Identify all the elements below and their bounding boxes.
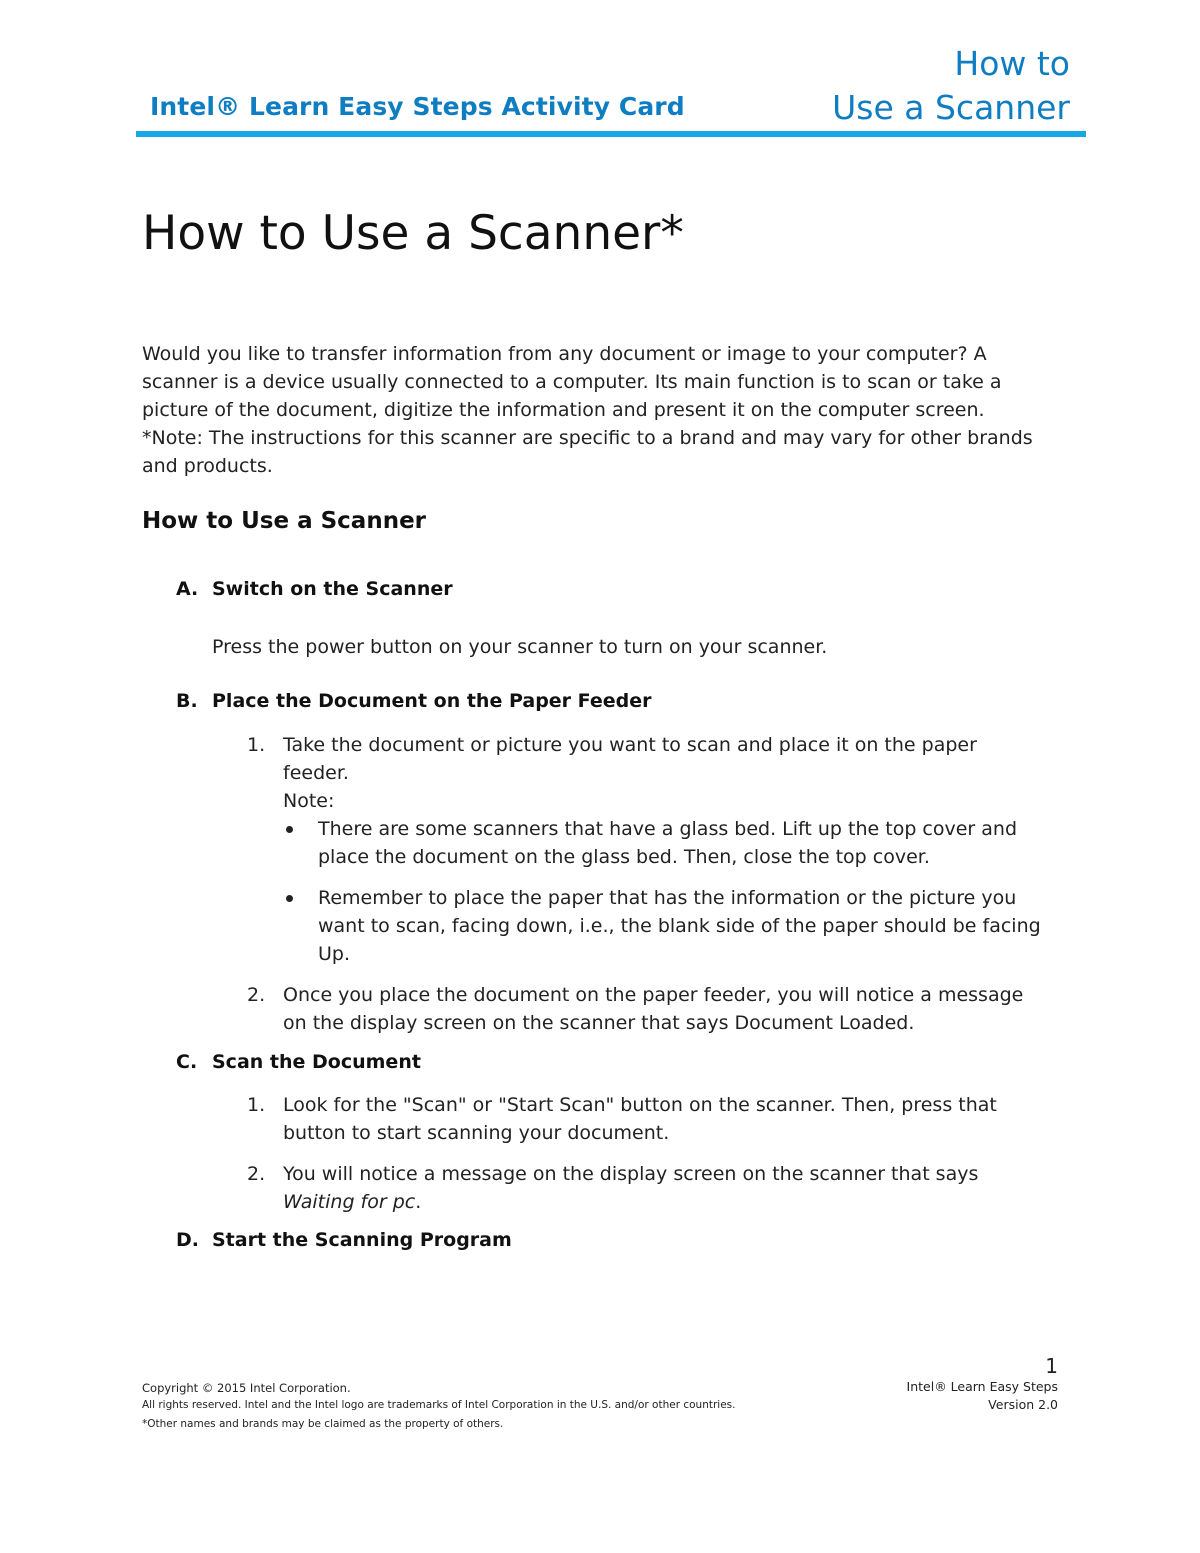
step-b-bullet-1 bbox=[318, 815, 1017, 871]
intro-line: *Note: The instructions for this scanner are specific to a brand and may vary for other brands bbox=[142, 427, 1033, 449]
list-number: 1. bbox=[247, 734, 266, 756]
step-b-bullet-2 bbox=[318, 884, 1041, 968]
step-b-heading bbox=[176, 690, 652, 712]
page-number: 1 bbox=[1045, 1354, 1058, 1378]
note-label: Note: bbox=[283, 790, 335, 812]
list-number: 2. bbox=[247, 1163, 266, 1185]
step-b-item-2 bbox=[283, 981, 1023, 1037]
step-d-heading bbox=[176, 1229, 512, 1251]
intro-line: Would you like to transfer information from any document or image to your computer? A bbox=[142, 343, 987, 365]
period: . bbox=[415, 1191, 422, 1213]
step-c-item-2 bbox=[283, 1160, 978, 1216]
text-line: Once you place the document on the paper feeder, you will notice a message bbox=[283, 984, 1024, 1006]
step-title: Scan the Document bbox=[212, 1051, 421, 1073]
list-number: 1. bbox=[247, 1094, 266, 1116]
step-b-item-1 bbox=[283, 731, 977, 815]
text-line: There are some scanners that have a glass bed. Lift up the top cover and bbox=[318, 818, 1018, 840]
topic-title bbox=[832, 42, 1070, 130]
product-name: Intel® Learn Easy Steps bbox=[906, 1379, 1058, 1394]
italic-message: Waiting for pc bbox=[283, 1191, 416, 1213]
intro-line: and products. bbox=[142, 455, 273, 477]
step-a-text: Press the power button on your scanner to turn on your scanner. bbox=[212, 636, 828, 658]
card-title: Intel® Learn Easy Steps Activity Card bbox=[150, 92, 685, 121]
copyright: Copyright © 2015 Intel Corporation. bbox=[142, 1381, 351, 1395]
text-line: Take the document or picture you want to scan and place it on the paper bbox=[283, 734, 977, 756]
step-letter: C. bbox=[176, 1051, 198, 1073]
text-line: Up. bbox=[318, 943, 351, 965]
text-line bbox=[283, 1188, 978, 1216]
text-line: on the display screen on the scanner that says Document Loaded. bbox=[283, 1012, 915, 1034]
rights-notice: All rights reserved. Intel and the Intel logo are trademarks of Intel Corporation in the U.S. and/or other countries. bbox=[142, 1399, 736, 1411]
section-heading: How to Use a Scanner bbox=[142, 508, 427, 534]
text-line: You will notice a message on the display screen on the scanner that says bbox=[283, 1163, 979, 1185]
text-line: Look for the "Scan" or "Start Scan" button on the scanner. Then, press that bbox=[283, 1094, 997, 1116]
step-a-heading bbox=[176, 578, 453, 600]
text-line: place the document on the glass bed. Then, close the top cover. bbox=[318, 846, 930, 868]
step-title: Switch on the Scanner bbox=[212, 578, 453, 600]
text-line: Remember to place the paper that has the information or the picture you bbox=[318, 887, 1017, 909]
bullet-icon bbox=[286, 826, 293, 833]
topic-line-2: Use a Scanner bbox=[832, 88, 1070, 127]
version: Version 2.0 bbox=[988, 1397, 1058, 1412]
header-rule bbox=[136, 131, 1086, 137]
intro-paragraph bbox=[142, 340, 1072, 480]
intro-line: picture of the document, digitize the information and present it on the computer screen. bbox=[142, 399, 985, 421]
text-line: feeder. bbox=[283, 762, 349, 784]
step-c-item-1 bbox=[283, 1091, 997, 1147]
step-title: Place the Document on the Paper Feeder bbox=[212, 690, 652, 712]
trademark-notice: *Other names and brands may be claimed as the property of others. bbox=[142, 1418, 504, 1430]
bullet-icon bbox=[286, 895, 293, 902]
footer-product-info bbox=[907, 1378, 1058, 1414]
step-title: Start the Scanning Program bbox=[212, 1229, 512, 1251]
step-letter: D. bbox=[176, 1229, 199, 1251]
topic-line-1: How to bbox=[954, 44, 1070, 83]
intro-line: scanner is a device usually connected to a computer. Its main function is to scan or take a bbox=[142, 371, 1002, 393]
step-letter: B. bbox=[176, 690, 198, 712]
list-number: 2. bbox=[247, 984, 266, 1006]
page-title: How to Use a Scanner* bbox=[142, 206, 684, 261]
step-c-heading bbox=[176, 1051, 421, 1073]
text-line: want to scan, facing down, i.e., the blank side of the paper should be facing bbox=[318, 915, 1041, 937]
text-line: button to start scanning your document. bbox=[283, 1122, 670, 1144]
step-letter: A. bbox=[176, 578, 199, 600]
